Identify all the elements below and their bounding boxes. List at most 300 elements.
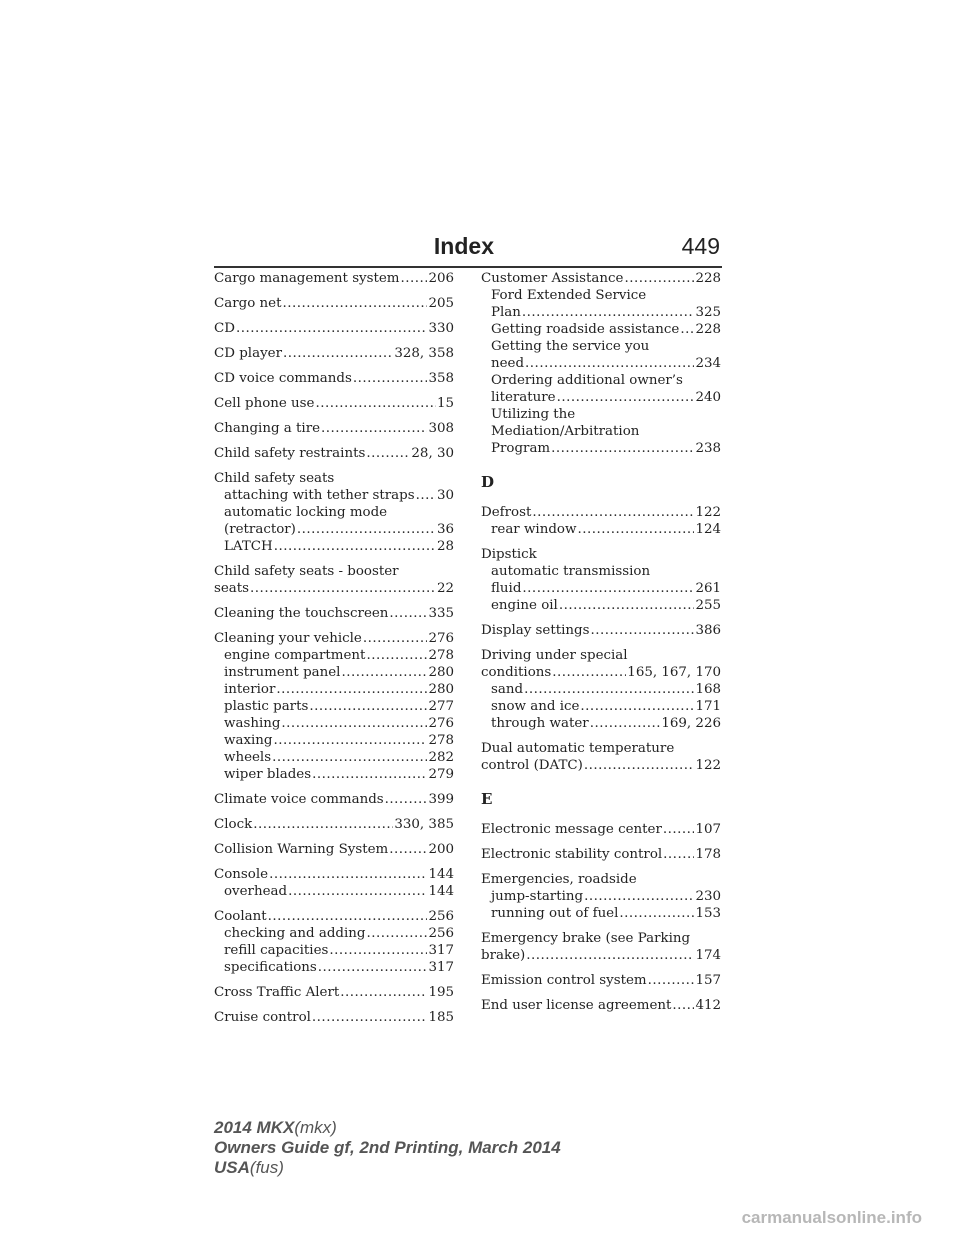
index-page-ref: 308 <box>428 421 454 436</box>
dot-leader <box>590 715 661 732</box>
index-subentry-line <box>481 304 721 321</box>
dot-leader <box>315 395 435 412</box>
index-term: Climate voice commands <box>214 792 384 807</box>
index-entry-line <box>481 647 721 664</box>
index-term: interior <box>224 682 276 697</box>
index-subentry-line <box>481 321 721 338</box>
index-term: CD player <box>214 346 282 361</box>
index-subentry-line <box>481 698 721 715</box>
index-term: Display settings <box>481 623 590 638</box>
index-entry <box>481 997 721 1014</box>
dot-leader <box>274 538 436 555</box>
index-entry-line <box>214 984 454 1001</box>
dot-leader <box>648 972 695 989</box>
index-page-ref: 330 <box>428 321 454 336</box>
index-entry-line <box>214 866 454 883</box>
index-entry <box>214 345 454 362</box>
index-subentry-line <box>214 504 454 521</box>
index-term: wheels <box>224 750 272 765</box>
dot-leader <box>584 888 694 905</box>
index-page-ref: 399 <box>428 792 454 807</box>
dot-leader <box>276 681 427 698</box>
dot-leader <box>288 883 427 900</box>
index-term: Child safety seats <box>214 471 335 486</box>
index-term: seats <box>214 581 250 596</box>
index-entry <box>481 846 721 863</box>
index-term: checking and adding <box>224 926 366 941</box>
index-entry-line <box>214 841 454 858</box>
index-page-ref: 169, 226 <box>661 716 721 731</box>
index-page-ref: 276 <box>428 716 454 731</box>
footer-region: USA <box>214 1158 250 1177</box>
index-term: LATCH <box>224 539 273 554</box>
index-page-ref: 185 <box>428 1010 454 1025</box>
index-page-ref: 195 <box>428 985 454 1000</box>
index-subentry-line <box>214 647 454 664</box>
index-subentry-line <box>481 423 721 440</box>
index-entry <box>481 622 721 639</box>
dot-leader <box>385 791 428 808</box>
section-heading-d: D <box>481 473 495 491</box>
index-entry-line <box>481 846 721 863</box>
footer-model-line <box>214 1118 561 1138</box>
index-term: CD <box>214 321 235 336</box>
index-entry-line <box>481 504 721 521</box>
index-entry-line <box>214 270 454 287</box>
dot-leader <box>366 647 427 664</box>
index-page-ref: 144 <box>428 884 454 899</box>
page-title: Index <box>433 233 494 259</box>
index-term: through water <box>491 716 589 731</box>
index-entry <box>214 563 454 597</box>
index-subentry-line <box>481 440 721 457</box>
index-entry <box>214 295 454 312</box>
index-entry-line <box>481 821 721 838</box>
index-entry <box>481 546 721 614</box>
index-entry-line <box>481 972 721 989</box>
index-term: CD voice commands <box>214 371 352 386</box>
index-page-ref: 168 <box>695 682 721 697</box>
index-subentry-line <box>214 487 454 504</box>
index-page-ref: 200 <box>428 842 454 857</box>
dot-leader <box>389 841 427 858</box>
index-entry-line <box>214 630 454 647</box>
index-term: refill capacities <box>224 943 329 958</box>
index-term: attaching with tether straps <box>224 488 415 503</box>
index-term: Driving under special <box>481 648 628 663</box>
index-page-ref: 230 <box>695 889 721 904</box>
index-entry <box>214 908 454 976</box>
index-page-ref: 280 <box>428 665 454 680</box>
index-page-ref: 157 <box>695 973 721 988</box>
dot-leader <box>329 942 427 959</box>
index-term: fluid <box>491 581 522 596</box>
index-term: conditions <box>481 665 552 680</box>
index-page-ref: 256 <box>428 926 454 941</box>
index-entry-line <box>481 997 721 1014</box>
index-entry <box>214 841 454 858</box>
dot-leader <box>522 580 694 597</box>
index-entry <box>214 445 454 462</box>
index-page-ref: 240 <box>695 390 721 405</box>
index-entry <box>481 871 721 922</box>
index-term: overhead <box>224 884 288 899</box>
index-page-ref: 30 <box>436 488 454 503</box>
index-entry-line <box>481 871 721 888</box>
index-term: Defrost <box>481 505 532 520</box>
index-term: plastic parts <box>224 699 309 714</box>
index-term: instrument panel <box>224 665 341 680</box>
index-page-ref: 335 <box>428 606 454 621</box>
index-entry <box>214 320 454 337</box>
dot-leader <box>522 304 695 321</box>
index-term: Cargo management system <box>214 271 400 286</box>
watermark-text: carmanualsonline.info <box>741 1208 922 1227</box>
index-subentry-line <box>214 664 454 681</box>
dot-leader <box>552 664 626 681</box>
index-subentry-line <box>214 521 454 538</box>
index-term: Console <box>214 867 269 882</box>
index-subentry-line <box>214 959 454 976</box>
index-entry-line <box>481 546 721 563</box>
index-page-ref: 107 <box>695 822 721 837</box>
index-page-ref: 205 <box>428 296 454 311</box>
dot-leader <box>318 959 428 976</box>
index-entry-line <box>214 791 454 808</box>
index-entry <box>481 930 721 964</box>
index-entry-line <box>481 757 721 774</box>
index-page-ref: 124 <box>695 522 721 537</box>
index-entry <box>214 395 454 412</box>
index-page-ref: 277 <box>428 699 454 714</box>
index-page-ref: 178 <box>695 847 721 862</box>
index-subentry-line <box>481 715 721 732</box>
dot-leader <box>281 715 427 732</box>
dot-leader <box>366 445 410 462</box>
index-page-ref: 412 <box>695 998 721 1013</box>
index-entry-line <box>214 320 454 337</box>
index-term: Child safety seats - booster <box>214 564 399 579</box>
index-subentry-line <box>214 883 454 900</box>
index-term: Customer Assistance <box>481 271 624 286</box>
index-page-ref: 28 <box>436 539 454 554</box>
index-entry-line <box>214 470 454 487</box>
dot-leader <box>663 821 695 838</box>
dot-leader <box>283 345 393 362</box>
index-entry <box>214 816 454 833</box>
index-page-ref: 144 <box>428 867 454 882</box>
index-entry-line <box>481 930 721 947</box>
index-subentry-line <box>214 715 454 732</box>
index-page-ref: 165, 167, 170 <box>627 665 721 680</box>
index-term: Clock <box>214 817 253 832</box>
index-term: Cleaning your vehicle <box>214 631 362 646</box>
index-term: Getting roadside assistance <box>491 322 680 337</box>
index-entry-line <box>214 605 454 622</box>
index-entry-line <box>214 816 454 833</box>
dot-leader <box>268 908 428 925</box>
index-entry <box>481 972 721 989</box>
index-page-ref: 153 <box>695 906 721 921</box>
index-page-ref: 15 <box>436 396 454 411</box>
index-entry-line <box>214 370 454 387</box>
index-page-ref: 28, 30 <box>411 446 454 461</box>
index-term: jump-starting <box>491 889 584 904</box>
index-entry-line <box>481 947 721 964</box>
index-term: snow and ice <box>491 699 580 714</box>
index-column-right <box>481 270 721 1022</box>
index-term: Cell phone use <box>214 396 315 411</box>
index-subentry-line <box>214 925 454 942</box>
index-page-ref: 122 <box>695 505 721 520</box>
footer-guide: Owners Guide gf, 2nd Printing, March 2014 <box>214 1138 561 1157</box>
dot-leader <box>590 622 694 639</box>
index-entry <box>481 270 721 457</box>
footer-model-code: (mkx) <box>294 1118 337 1137</box>
page-header <box>214 228 722 268</box>
dot-leader <box>619 905 694 922</box>
dot-leader <box>557 389 695 406</box>
index-entry-line <box>214 295 454 312</box>
index-term: sand <box>491 682 524 697</box>
header-rule <box>214 266 722 268</box>
index-page-ref: 317 <box>428 943 454 958</box>
dot-leader <box>366 925 427 942</box>
index-page-ref: 36 <box>436 522 454 537</box>
index-page-ref: 228 <box>695 322 721 337</box>
index-term: Program <box>491 441 551 456</box>
index-term: (retractor) <box>224 522 296 537</box>
index-term: brake) <box>481 948 526 963</box>
index-subentry-line <box>481 563 721 580</box>
index-entry <box>214 420 454 437</box>
index-entry <box>481 504 721 538</box>
index-entry-line <box>214 1009 454 1026</box>
dot-leader <box>525 355 694 372</box>
index-entry-line <box>214 345 454 362</box>
index-term: Dipstick <box>481 547 537 562</box>
index-term: running out of fuel <box>491 906 619 921</box>
index-subentry-line <box>481 597 721 614</box>
index-entry-line <box>481 270 721 287</box>
index-page-ref: 261 <box>695 581 721 596</box>
index-term: literature <box>491 390 556 405</box>
index-entry <box>214 866 454 900</box>
index-term: control (DATC) <box>481 758 583 773</box>
dot-leader <box>680 321 694 338</box>
index-entry-line <box>214 908 454 925</box>
index-page-ref: 386 <box>695 623 721 638</box>
dot-leader <box>363 630 428 647</box>
index-term: Utilizing the <box>491 407 576 422</box>
index-page-ref: 238 <box>695 441 721 456</box>
index-subentry-line <box>481 681 721 698</box>
index-term: Changing a tire <box>214 421 321 436</box>
index-term: need <box>491 356 525 371</box>
index-term: Ordering additional owner’s <box>491 373 683 388</box>
dot-leader <box>624 270 694 287</box>
index-page-ref: 22 <box>436 581 454 596</box>
index-entry-line <box>214 420 454 437</box>
index-group-c-continued <box>481 270 721 457</box>
index-entry <box>214 370 454 387</box>
index-page-ref: 280 <box>428 682 454 697</box>
index-page-ref: 276 <box>428 631 454 646</box>
index-page-ref: 278 <box>428 733 454 748</box>
index-term: Electronic stability control <box>481 847 663 862</box>
dot-leader <box>577 521 694 538</box>
dot-leader <box>269 866 427 883</box>
index-term: waxing <box>224 733 273 748</box>
index-term: Cleaning the touchscreen <box>214 606 389 621</box>
index-page-ref: 234 <box>695 356 721 371</box>
index-term: Cross Traffic Alert <box>214 985 340 1000</box>
index-term: Coolant <box>214 909 267 924</box>
dot-leader <box>250 580 436 597</box>
index-term: Cruise control <box>214 1010 311 1025</box>
dot-leader <box>551 440 694 457</box>
index-page-ref: 174 <box>695 948 721 963</box>
index-term: Emergencies, roadside <box>481 872 637 887</box>
index-term: Electronic message center <box>481 822 662 837</box>
index-subentry-line <box>481 287 721 304</box>
index-entry-line <box>214 395 454 412</box>
index-term: engine oil <box>491 598 558 613</box>
index-subentry-line <box>481 355 721 372</box>
index-term: rear window <box>491 522 577 537</box>
footer-model: 2014 MKX <box>214 1118 295 1137</box>
dot-leader <box>297 521 436 538</box>
index-term: specifications <box>224 960 317 975</box>
index-subentry-line <box>481 372 721 389</box>
dot-leader <box>584 757 695 774</box>
dot-leader <box>309 698 427 715</box>
index-page-ref: 278 <box>428 648 454 663</box>
index-subentry-line <box>214 538 454 555</box>
dot-leader <box>236 320 427 337</box>
index-term: automatic locking mode <box>224 505 388 520</box>
index-page-ref: 255 <box>695 598 721 613</box>
index-term: Emission control system <box>481 973 647 988</box>
dot-leader <box>559 597 695 614</box>
dot-leader <box>312 766 427 783</box>
index-subentry-line <box>481 389 721 406</box>
index-entry <box>214 470 454 555</box>
index-entry <box>481 740 721 774</box>
dot-leader <box>580 698 694 715</box>
dot-leader <box>532 504 694 521</box>
index-page-ref: 171 <box>695 699 721 714</box>
dot-leader <box>416 487 436 504</box>
index-subentry-line <box>214 698 454 715</box>
dot-leader <box>321 420 427 437</box>
index-page-ref: 279 <box>428 767 454 782</box>
index-term: Getting the service you <box>491 339 650 354</box>
index-subentry-line <box>481 406 721 423</box>
index-group-d <box>481 504 721 774</box>
dot-leader <box>672 997 694 1014</box>
index-term: washing <box>224 716 281 731</box>
index-term: Cargo net <box>214 296 282 311</box>
index-term: Dual automatic temperature <box>481 741 675 756</box>
index-page-ref: 256 <box>428 909 454 924</box>
index-term: engine compartment <box>224 648 366 663</box>
index-entry-line <box>481 740 721 757</box>
index-page-ref: 282 <box>428 750 454 765</box>
index-subentry-line <box>214 942 454 959</box>
index-entry <box>481 647 721 732</box>
footer-region-code: (fus) <box>249 1158 284 1177</box>
index-subentry-line <box>214 732 454 749</box>
index-group-e <box>481 821 721 1014</box>
index-term: Mediation/Arbitration <box>491 424 640 439</box>
index-entry-line <box>481 664 721 681</box>
dot-leader <box>389 605 427 622</box>
index-entry-line <box>481 622 721 639</box>
dot-leader <box>312 1009 428 1026</box>
index-term: automatic transmission <box>491 564 651 579</box>
footer-region-line <box>214 1158 561 1178</box>
section-heading-e: E <box>481 790 493 808</box>
dot-leader <box>253 816 393 833</box>
dot-leader <box>282 295 427 312</box>
index-term: Child safety restraints <box>214 446 366 461</box>
index-entry <box>214 630 454 783</box>
dot-leader <box>341 664 427 681</box>
index-page-ref: 122 <box>695 758 721 773</box>
index-term: Emergency brake (see Parking <box>481 931 691 946</box>
index-entry-line <box>214 580 454 597</box>
index-term: Ford Extended Service <box>491 288 647 303</box>
index-page-ref: 228 <box>695 271 721 286</box>
index-term: Plan <box>491 305 521 320</box>
dot-leader <box>401 270 428 287</box>
index-entry <box>214 791 454 808</box>
index-subentry-line <box>481 580 721 597</box>
footer-guide-line <box>214 1138 561 1158</box>
dot-leader <box>663 846 694 863</box>
index-entry <box>214 605 454 622</box>
dot-leader <box>272 749 427 766</box>
index-entry <box>214 984 454 1001</box>
index-page-ref: 325 <box>695 305 721 320</box>
index-term: Collision Warning System <box>214 842 389 857</box>
index-column-left <box>214 270 454 1034</box>
index-entry-line <box>214 563 454 580</box>
index-entry <box>481 821 721 838</box>
dot-leader <box>524 681 694 698</box>
index-page-ref: 317 <box>428 960 454 975</box>
page-number: 449 <box>681 233 720 259</box>
index-entry <box>214 270 454 287</box>
index-page-ref: 328, 358 <box>394 346 454 361</box>
index-subentry-line <box>214 681 454 698</box>
index-subentry-line <box>481 888 721 905</box>
dot-leader <box>526 947 694 964</box>
index-subentry-line <box>481 905 721 922</box>
index-term: wiper blades <box>224 767 312 782</box>
dot-leader <box>340 984 427 1001</box>
index-page-ref: 330, 385 <box>394 817 454 832</box>
index-entry <box>214 1009 454 1026</box>
dot-leader <box>353 370 428 387</box>
page-footer <box>214 1118 561 1178</box>
index-subentry-line <box>214 749 454 766</box>
index-subentry-line <box>481 521 721 538</box>
index-subentry-line <box>481 338 721 355</box>
index-term: End user license agreement <box>481 998 672 1013</box>
index-page-ref: 358 <box>428 371 454 386</box>
